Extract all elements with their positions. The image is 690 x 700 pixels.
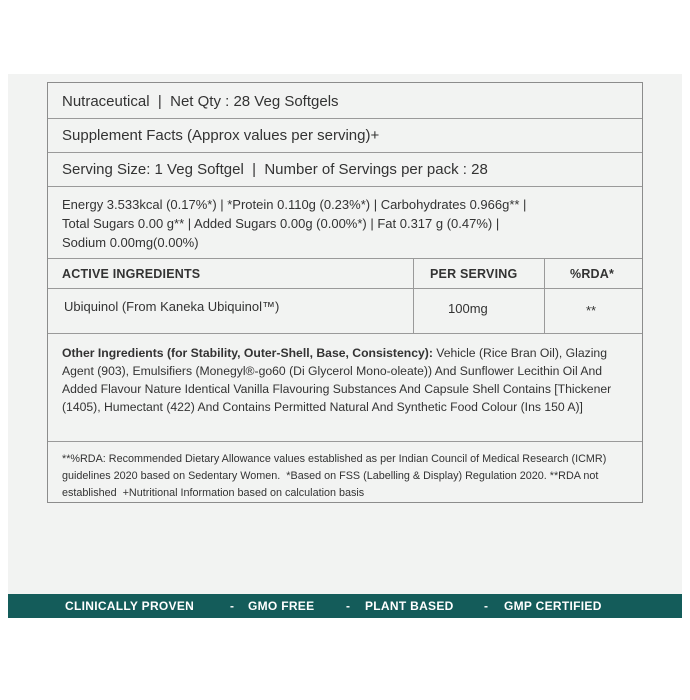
claim-clinically-proven: CLINICALLY PROVEN xyxy=(65,599,195,613)
nutrition-row xyxy=(48,187,642,259)
per-serving-header: PER SERVING xyxy=(430,267,518,281)
column-divider xyxy=(544,259,545,334)
product-line-row xyxy=(48,83,642,119)
ingredient-per-serving: 100mg xyxy=(448,301,488,316)
claim-plant-based: PLANT BASED xyxy=(365,599,454,613)
claim-separator: - xyxy=(346,599,351,613)
active-ingredients-header: ACTIVE INGREDIENTS xyxy=(62,267,201,281)
nutrition-text xyxy=(62,195,632,252)
product-line: Nutraceutical | Net Qty : 28 Veg Softgels xyxy=(62,93,339,110)
ingredient-row xyxy=(48,289,642,334)
claim-separator: - xyxy=(484,599,489,613)
claim-separator: - xyxy=(230,599,235,613)
nutrition-line-3: Sodium 0.00mg(0.00%) xyxy=(62,235,199,250)
other-ingredients-text xyxy=(62,344,636,416)
column-divider xyxy=(413,259,414,334)
claim-gmo-free: GMO FREE xyxy=(248,599,315,613)
rda-header: %RDA* xyxy=(570,267,615,281)
ingredient-name: Ubiquinol (From Kaneka Ubiquinol™) xyxy=(64,299,280,314)
supplement-facts-title: Supplement Facts (Approx values per serving)+ xyxy=(62,127,380,144)
other-ingredients-label: Other Ingredients (for Stability, Outer-Shell, Base, Consistency): xyxy=(62,346,433,360)
other-ingredients-row xyxy=(48,334,642,442)
ingredients-header-row xyxy=(48,259,642,289)
supplement-facts-table xyxy=(47,82,643,503)
serving-info: Serving Size: 1 Veg Softgel | Number of Servings per pack : 28 xyxy=(62,161,488,178)
supplement-facts-row xyxy=(48,119,642,153)
ingredient-rda: ** xyxy=(586,303,597,318)
nutrition-line-2: Total Sugars 0.00 g** | Added Sugars 0.00g (0.00%*) | Fat 0.317 g (0.47%) | xyxy=(62,216,500,231)
nutrition-line-1: Energy 3.533kcal (0.17%*) | *Protein 0.110g (0.23%*) | Carbohydrates 0.966g** | xyxy=(62,197,527,212)
footnote-row xyxy=(48,442,642,504)
claim-gmp-certified: GMP CERTIFIED xyxy=(504,599,602,613)
footnote-text: **%RDA: Recommended Dietary Allowance values established as per Indian Council of Medical Research (ICMR) guidelines 2020 based on Sedentary Women. *Based on FSS (Labelling & Display) Regulation 2020. **RDA not established +Nutritional Information based on calculation basis xyxy=(62,453,610,499)
claims-banner xyxy=(8,594,682,618)
serving-info-row xyxy=(48,153,642,187)
other-ingredients-list: Vehicle (Rice Bran Oil), Glazing Agent (903), Emulsifiers (Monegyl®-go60 (Di Glycerol Mono-oleate)) And Sunflower Lecithin Oil And Added Flavour Nature Identical Vanilla Flavouring Substances And Capsule Shell Contains [Thickener (1405), Humectant (422) And Contains Permitted Natural And Synthetic Food Colour (Ins 150 A)] xyxy=(62,346,612,414)
